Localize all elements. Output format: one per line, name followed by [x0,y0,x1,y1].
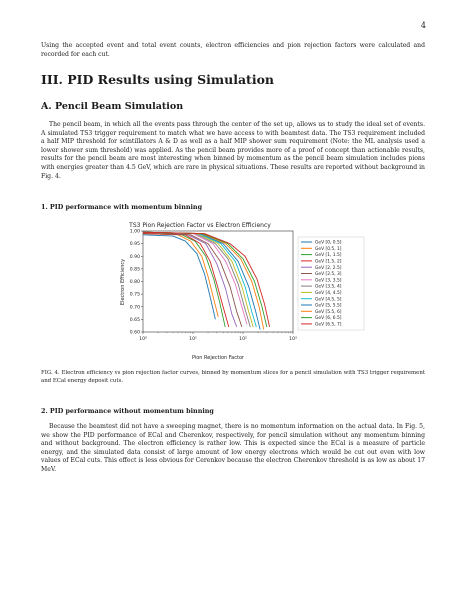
x-axis-label: Pion Rejection Factor [191,355,245,361]
legend-entry: GeV [1.5, 2] [315,259,342,265]
legend-entry: GeV [3.5, 4] [315,284,342,290]
legend-entry: GeV [4.5, 5] [315,297,342,303]
legend-entry: GeV [5.5, 6] [315,309,342,315]
y-tick-label: 0.95 [129,242,140,248]
figure-caption: FIG. 4. Electron efficiency vs pion rejection factor curves, binned by momentum slices for a pencil simulation with TS3 trigger requirement and ECal energy deposit cuts. [41,370,425,384]
legend-entry: GeV [6, 6.5] [315,316,342,322]
subsection-a-heading: A. Pencil Beam Simulation [41,101,184,112]
legend-entry: GeV [1, 1.5] [315,253,342,259]
page-number: 4 [420,21,426,30]
y-tick-label: 1.00 [129,229,140,235]
x-tick-label: 10² [239,337,247,342]
subsubsection-2-paragraph: Because the beamtest did not have a sweeping magnet, there is no momentum information on the actual data. In Fig. 5, we show the PID performance of ECal and Cherenkov, respectively, for pencil simulation without any momentum binning and without background. The electron efficiency is rather low. This is expected since the ECal is a measure of particle energy, and the simulated data consist of large amount of low energy electrons which would be cut out even with low values of ECal cuts. This effect is less obvious for Cerenkov because the electron Cherenkov threshold is as low as about 17 MeV. [41,423,425,473]
y-tick-label: 0.85 [129,267,140,273]
chart-title: TS3 Pion Rejection Factor vs Electron Efficiency [129,222,271,229]
x-tick-label: 10¹ [189,337,197,342]
legend-entry: GeV [2, 2.5] [315,265,342,271]
legend-entry: GeV [3, 3.5] [315,278,342,284]
y-tick-label: 0.75 [129,292,140,298]
y-tick-label: 0.80 [129,280,140,286]
legend-entry: GeV [5, 5.5] [315,303,342,309]
subsection-a-paragraph: The pencil beam, in which all the events pass through the center of the set up, allows us to study the ideal set of events. A simulated TS3 trigger requirement to match what we have access to with beamtest data. The TS3 requirement included a half MIP threshold for scintillators A & D as well as a half MIP shower sum requirement (Note: the ML analysis used a lower shower sum threshold) was applied. As the pencil beam provides more of a proof of concept than actionable results, results for the pencil beam are most interesting when binned by momentum as the pencil beam simulation includes pions with energies greater than 4.5 GeV, which are rare in physical situations. These results are reported without background in Fig. 4. [41,121,425,180]
legend-entry: GeV [6.5, 7] [315,322,342,328]
y-tick-label: 0.60 [129,330,140,336]
legend-entry: GeV [2.5, 3] [315,272,342,278]
y-tick-label: 0.70 [129,305,140,311]
x-tick-label: 10³ [289,337,297,342]
x-tick-label: 10⁰ [139,337,147,342]
y-axis-label: Electron Efficiency [120,258,126,306]
efficiency-vs-rejection-chart [100,215,370,365]
legend-entry: GeV [0.5, 1] [315,246,342,252]
legend-entry: GeV [0, 0.5] [315,240,342,246]
y-tick-label: 0.90 [129,254,140,260]
legend-entry: GeV [4, 4.5] [315,291,342,296]
y-tick-label: 0.65 [129,317,140,323]
intro-paragraph: Using the accepted event and total event counts, electron efficiencies and pion rejection factors were calculated and recorded for each cut. [41,42,425,58]
subsubsection-1-heading: 1. PID performance with momentum binning [41,203,203,211]
section-heading: III. PID Results using Simulation [41,72,275,87]
subsubsection-2-heading: 2. PID performance without momentum binning [41,407,214,415]
